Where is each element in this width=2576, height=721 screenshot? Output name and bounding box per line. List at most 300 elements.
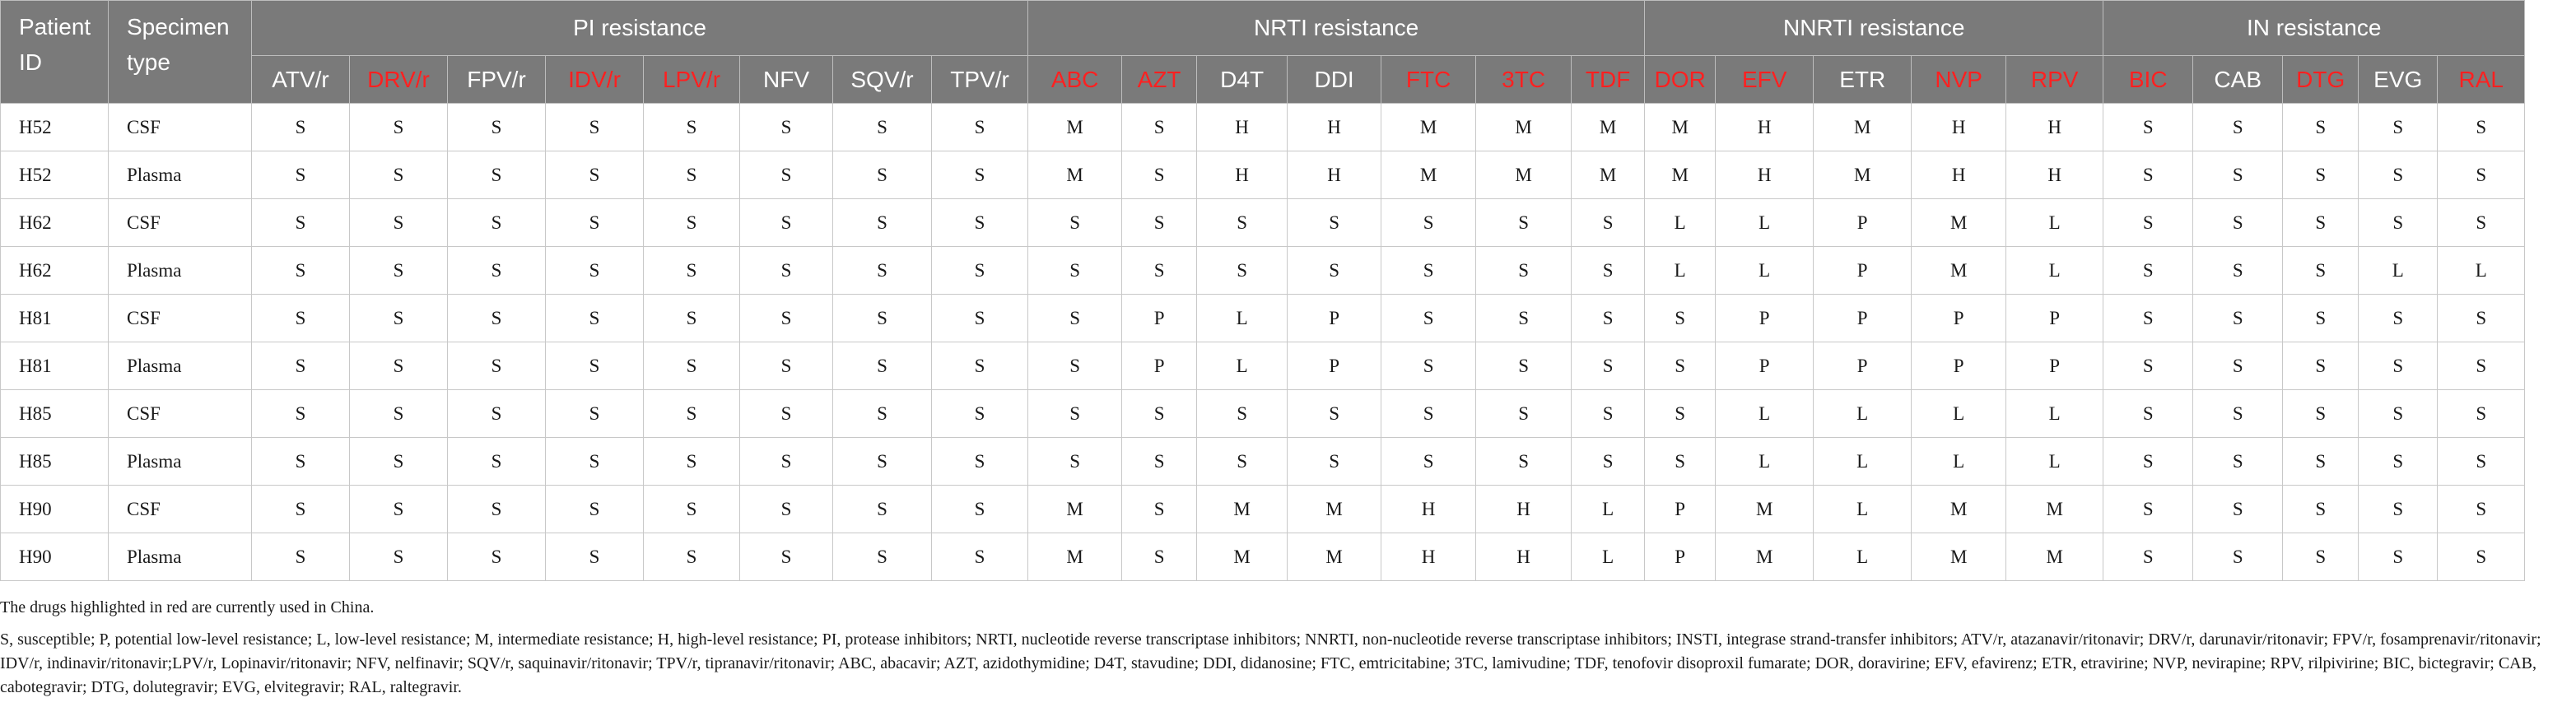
resistance-cell: S xyxy=(740,390,833,438)
resistance-cell: S xyxy=(448,438,546,486)
resistance-cell: H xyxy=(2006,151,2103,199)
resistance-cell: S xyxy=(2103,151,2193,199)
resistance-cell: S xyxy=(1122,533,1197,581)
patient-id-cell: H85 xyxy=(1,390,109,438)
resistance-cell: P xyxy=(1645,486,1716,533)
resistance-cell: S xyxy=(2283,533,2359,581)
resistance-cell: H xyxy=(1197,151,1288,199)
resistance-cell: M xyxy=(1912,247,2006,295)
resistance-cell: S xyxy=(1572,295,1645,342)
resistance-cell: S xyxy=(1288,438,1381,486)
resistance-cell: S xyxy=(1197,247,1288,295)
resistance-cell: S xyxy=(2359,295,2438,342)
resistance-cell: S xyxy=(1197,199,1288,247)
resistance-cell: S xyxy=(1381,295,1476,342)
resistance-cell: S xyxy=(1381,390,1476,438)
resistance-cell: M xyxy=(1572,151,1645,199)
resistance-cell: S xyxy=(1572,390,1645,438)
resistance-cell: S xyxy=(932,533,1028,581)
resistance-cell: M xyxy=(1645,104,1716,151)
resistance-cell: S xyxy=(350,104,448,151)
resistance-cell: S xyxy=(2193,247,2283,295)
resistance-cell: S xyxy=(644,199,740,247)
resistance-cell: S xyxy=(932,104,1028,151)
resistance-cell: P xyxy=(1814,247,1912,295)
resistance-cell: S xyxy=(2438,104,2525,151)
resistance-cell: P xyxy=(1814,342,1912,390)
resistance-cell: M xyxy=(1716,486,1814,533)
resistance-cell: S xyxy=(1645,390,1716,438)
resistance-cell: M xyxy=(1288,533,1381,581)
resistance-cell: S xyxy=(546,438,644,486)
resistance-cell: S xyxy=(252,104,350,151)
drug-header: ABC xyxy=(1028,56,1122,104)
resistance-cell: L xyxy=(1912,390,2006,438)
resistance-cell: S xyxy=(932,342,1028,390)
resistance-cell: S xyxy=(350,295,448,342)
resistance-cell: S xyxy=(833,342,932,390)
resistance-cell: S xyxy=(2359,486,2438,533)
resistance-cell: S xyxy=(1476,438,1572,486)
resistance-cell: S xyxy=(1028,295,1122,342)
resistance-cell: S xyxy=(1381,247,1476,295)
resistance-cell: S xyxy=(1381,342,1476,390)
patient-id-header: Patient ID xyxy=(1,1,109,104)
resistance-cell: L xyxy=(1645,247,1716,295)
resistance-cell: S xyxy=(2283,247,2359,295)
resistance-cell: M xyxy=(1814,104,1912,151)
resistance-cell: H xyxy=(2006,104,2103,151)
resistance-cell: S xyxy=(2103,342,2193,390)
specimen-cell: Plasma xyxy=(109,151,252,199)
resistance-cell: S xyxy=(2438,486,2525,533)
resistance-cell: S xyxy=(1288,247,1381,295)
specimen-cell: CSF xyxy=(109,390,252,438)
resistance-cell: S xyxy=(2359,390,2438,438)
specimen-cell: Plasma xyxy=(109,247,252,295)
resistance-cell: S xyxy=(740,151,833,199)
resistance-cell: S xyxy=(932,438,1028,486)
resistance-cell: L xyxy=(1572,486,1645,533)
drug-header: SQV/r xyxy=(833,56,932,104)
resistance-cell: S xyxy=(448,151,546,199)
resistance-cell: S xyxy=(1122,199,1197,247)
resistance-cell: S xyxy=(252,533,350,581)
resistance-cell: S xyxy=(546,390,644,438)
resistance-cell: H xyxy=(1381,486,1476,533)
patient-id-cell: H81 xyxy=(1,295,109,342)
resistance-cell: S xyxy=(740,486,833,533)
resistance-cell: S xyxy=(1028,390,1122,438)
resistance-cell: S xyxy=(833,247,932,295)
resistance-cell: S xyxy=(740,295,833,342)
resistance-cell: M xyxy=(1028,533,1122,581)
resistance-cell: M xyxy=(1912,533,2006,581)
resistance-cell: S xyxy=(2103,247,2193,295)
resistance-cell: S xyxy=(2283,199,2359,247)
resistance-cell: H xyxy=(1716,151,1814,199)
patient-id-cell: H62 xyxy=(1,247,109,295)
resistance-cell: M xyxy=(1028,104,1122,151)
resistance-cell: M xyxy=(1912,199,2006,247)
table-row xyxy=(1,342,2576,390)
table-row xyxy=(1,104,2576,151)
resistance-cell: S xyxy=(252,151,350,199)
resistance-cell: H xyxy=(1288,104,1381,151)
drug-header: DRV/r xyxy=(350,56,448,104)
resistance-cell: S xyxy=(350,533,448,581)
resistance-cell: S xyxy=(2438,151,2525,199)
drug-header: DOR xyxy=(1645,56,1716,104)
resistance-cell: S xyxy=(1645,438,1716,486)
group-header: NRTI resistance xyxy=(1028,1,1645,56)
resistance-cell: M xyxy=(2006,486,2103,533)
resistance-cell: S xyxy=(448,199,546,247)
drug-header: DDI xyxy=(1288,56,1381,104)
resistance-cell: H xyxy=(1716,104,1814,151)
table-row xyxy=(1,390,2576,438)
resistance-cell: L xyxy=(2006,199,2103,247)
resistance-cell: S xyxy=(2283,390,2359,438)
group-header: PI resistance xyxy=(252,1,1028,56)
drug-header: CAB xyxy=(2193,56,2283,104)
resistance-cell: S xyxy=(740,199,833,247)
resistance-cell: S xyxy=(1572,199,1645,247)
resistance-cell: S xyxy=(448,486,546,533)
resistance-cell: S xyxy=(546,104,644,151)
resistance-cell: L xyxy=(1716,247,1814,295)
patient-id-cell: H90 xyxy=(1,533,109,581)
resistance-cell: H xyxy=(1912,104,2006,151)
resistance-cell: S xyxy=(2359,199,2438,247)
resistance-cell: M xyxy=(1028,486,1122,533)
resistance-cell: S xyxy=(2283,104,2359,151)
resistance-cell: S xyxy=(1476,199,1572,247)
drug-header: RPV xyxy=(2006,56,2103,104)
resistance-cell: P xyxy=(2006,295,2103,342)
resistance-cell: S xyxy=(833,486,932,533)
resistance-cell: S xyxy=(833,104,932,151)
resistance-cell: S xyxy=(2193,151,2283,199)
patient-id-cell: H85 xyxy=(1,438,109,486)
resistance-cell: L xyxy=(1572,533,1645,581)
resistance-cell: S xyxy=(1645,342,1716,390)
resistance-cell: S xyxy=(252,247,350,295)
resistance-cell: S xyxy=(2359,104,2438,151)
patient-id-cell: H52 xyxy=(1,104,109,151)
table-row xyxy=(1,486,2576,533)
resistance-cell: L xyxy=(1814,438,1912,486)
resistance-cell: S xyxy=(2438,199,2525,247)
resistance-cell: S xyxy=(2103,104,2193,151)
resistance-cell: S xyxy=(1122,390,1197,438)
drug-header: RAL xyxy=(2438,56,2525,104)
resistance-cell: S xyxy=(252,486,350,533)
resistance-cell: S xyxy=(2283,295,2359,342)
drug-header: IDV/r xyxy=(546,56,644,104)
resistance-cell: M xyxy=(1645,151,1716,199)
resistance-cell: S xyxy=(2438,390,2525,438)
resistance-cell: S xyxy=(1028,247,1122,295)
resistance-cell: S xyxy=(833,295,932,342)
resistance-cell: S xyxy=(740,104,833,151)
resistance-cell: S xyxy=(2193,104,2283,151)
resistance-cell: L xyxy=(1716,199,1814,247)
resistance-cell: S xyxy=(1476,390,1572,438)
resistance-cell: S xyxy=(2103,199,2193,247)
resistance-cell: S xyxy=(644,104,740,151)
resistance-cell: P xyxy=(1814,199,1912,247)
resistance-cell: S xyxy=(2283,342,2359,390)
resistance-cell: S xyxy=(2359,151,2438,199)
resistance-cell: L xyxy=(1716,390,1814,438)
resistance-cell: S xyxy=(1572,342,1645,390)
drug-header: DTG xyxy=(2283,56,2359,104)
drug-header: TDF xyxy=(1572,56,1645,104)
resistance-cell: S xyxy=(2283,151,2359,199)
resistance-cell: L xyxy=(1645,199,1716,247)
specimen-cell: Plasma xyxy=(109,533,252,581)
resistance-cell: S xyxy=(2438,342,2525,390)
resistance-cell: S xyxy=(1197,390,1288,438)
resistance-cell: S xyxy=(252,295,350,342)
resistance-cell: S xyxy=(644,151,740,199)
resistance-cell: S xyxy=(2103,295,2193,342)
resistance-cell: S xyxy=(2193,199,2283,247)
resistance-cell: S xyxy=(2359,438,2438,486)
table-footnotes xyxy=(0,596,2560,700)
resistance-cell: S xyxy=(932,390,1028,438)
resistance-cell: S xyxy=(1197,438,1288,486)
specimen-cell: CSF xyxy=(109,104,252,151)
resistance-cell: L xyxy=(1197,295,1288,342)
resistance-cell: S xyxy=(252,342,350,390)
resistance-cell: L xyxy=(2438,247,2525,295)
table-row xyxy=(1,199,2576,247)
resistance-cell: S xyxy=(2103,390,2193,438)
resistance-cell: S xyxy=(2103,438,2193,486)
table-row xyxy=(1,438,2576,486)
resistance-cell: H xyxy=(1912,151,2006,199)
resistance-cell: S xyxy=(2438,295,2525,342)
resistance-cell: S xyxy=(2103,533,2193,581)
resistance-cell: S xyxy=(1028,438,1122,486)
resistance-cell: S xyxy=(833,199,932,247)
resistance-cell: S xyxy=(2438,438,2525,486)
resistance-cell: M xyxy=(1572,104,1645,151)
drug-header: NVP xyxy=(1912,56,2006,104)
resistance-cell: P xyxy=(1716,342,1814,390)
resistance-cell: S xyxy=(644,295,740,342)
resistance-cell: P xyxy=(1716,295,1814,342)
resistance-cell: P xyxy=(1122,342,1197,390)
resistance-cell: S xyxy=(644,390,740,438)
resistance-cell: S xyxy=(644,486,740,533)
resistance-cell: S xyxy=(350,486,448,533)
resistance-cell: L xyxy=(2359,247,2438,295)
drug-header: EFV xyxy=(1716,56,1814,104)
resistance-cell: S xyxy=(644,533,740,581)
drug-header: AZT xyxy=(1122,56,1197,104)
resistance-cell: M xyxy=(1476,104,1572,151)
resistance-cell: S xyxy=(546,247,644,295)
resistance-cell: S xyxy=(2193,390,2283,438)
resistance-cell: S xyxy=(1288,199,1381,247)
patient-id-cell: H90 xyxy=(1,486,109,533)
resistance-cell: S xyxy=(1122,486,1197,533)
resistance-cell: S xyxy=(350,342,448,390)
specimen-cell: Plasma xyxy=(109,438,252,486)
resistance-cell: S xyxy=(448,295,546,342)
highlight-note: The drugs highlighted in red are currently used in China. xyxy=(0,598,375,616)
resistance-cell: S xyxy=(2193,438,2283,486)
resistance-cell: M xyxy=(2006,533,2103,581)
group-header: IN resistance xyxy=(2103,1,2525,56)
resistance-cell: S xyxy=(350,199,448,247)
resistance-cell: S xyxy=(1476,295,1572,342)
resistance-cell: S xyxy=(448,533,546,581)
resistance-cell: S xyxy=(740,533,833,581)
resistance-cell: S xyxy=(2283,438,2359,486)
resistance-cell: S xyxy=(546,486,644,533)
resistance-cell: L xyxy=(2006,390,2103,438)
resistance-cell: S xyxy=(740,247,833,295)
resistance-cell: S xyxy=(740,438,833,486)
resistance-cell: S xyxy=(2193,533,2283,581)
resistance-cell: P xyxy=(1288,295,1381,342)
resistance-cell: S xyxy=(932,486,1028,533)
resistance-cell: H xyxy=(1476,533,1572,581)
resistance-cell: S xyxy=(1122,104,1197,151)
specimen-type-header: Specimen type xyxy=(109,1,252,104)
resistance-cell: S xyxy=(644,247,740,295)
resistance-cell: L xyxy=(1814,486,1912,533)
resistance-cell: S xyxy=(2283,486,2359,533)
specimen-cell: Plasma xyxy=(109,342,252,390)
resistance-cell: S xyxy=(448,390,546,438)
resistance-cell: S xyxy=(1381,199,1476,247)
resistance-cell: S xyxy=(350,247,448,295)
resistance-cell: S xyxy=(2193,295,2283,342)
resistance-cell: S xyxy=(546,342,644,390)
resistance-cell: S xyxy=(932,151,1028,199)
resistance-cell: S xyxy=(932,295,1028,342)
resistance-cell: S xyxy=(1028,342,1122,390)
resistance-cell: S xyxy=(546,533,644,581)
specimen-cell: CSF xyxy=(109,199,252,247)
drug-header: BIC xyxy=(2103,56,2193,104)
resistance-cell: S xyxy=(2193,342,2283,390)
drug-header: EVG xyxy=(2359,56,2438,104)
resistance-cell: M xyxy=(1288,486,1381,533)
drug-header: 3TC xyxy=(1476,56,1572,104)
resistance-cell: H xyxy=(1288,151,1381,199)
resistance-cell: M xyxy=(1028,151,1122,199)
resistance-cell: S xyxy=(644,438,740,486)
patient-id-cell: H81 xyxy=(1,342,109,390)
resistance-cell: S xyxy=(1122,247,1197,295)
resistance-cell: S xyxy=(252,438,350,486)
resistance-cell: P xyxy=(2006,342,2103,390)
resistance-cell: P xyxy=(1912,342,2006,390)
resistance-cell: S xyxy=(833,438,932,486)
resistance-cell: M xyxy=(1197,486,1288,533)
resistance-cell: S xyxy=(1645,295,1716,342)
resistance-cell: S xyxy=(546,151,644,199)
resistance-cell: S xyxy=(2359,342,2438,390)
resistance-cell: S xyxy=(1288,390,1381,438)
patient-id-cell: H62 xyxy=(1,199,109,247)
resistance-cell: L xyxy=(1814,533,1912,581)
resistance-cell: L xyxy=(1814,390,1912,438)
resistance-cell: S xyxy=(1476,247,1572,295)
resistance-cell: S xyxy=(833,533,932,581)
resistance-cell: S xyxy=(1381,438,1476,486)
resistance-cell: H xyxy=(1381,533,1476,581)
resistance-cell: S xyxy=(833,390,932,438)
group-header: NNRTI resistance xyxy=(1645,1,2103,56)
resistance-cell: S xyxy=(448,247,546,295)
resistance-cell: M xyxy=(1912,486,2006,533)
resistance-cell: S xyxy=(2103,486,2193,533)
resistance-cell: M xyxy=(1814,151,1912,199)
resistance-cell: S xyxy=(2438,533,2525,581)
resistance-cell: S xyxy=(252,390,350,438)
resistance-cell: M xyxy=(1716,533,1814,581)
table-row xyxy=(1,151,2576,199)
resistance-cell: S xyxy=(1572,247,1645,295)
resistance-cell: M xyxy=(1381,151,1476,199)
resistance-cell: S xyxy=(1028,199,1122,247)
drug-header: D4T xyxy=(1197,56,1288,104)
table-row xyxy=(1,295,2576,342)
resistance-cell: S xyxy=(252,199,350,247)
resistance-cell: M xyxy=(1381,104,1476,151)
resistance-cell: S xyxy=(1476,342,1572,390)
resistance-cell: S xyxy=(1122,438,1197,486)
resistance-cell: S xyxy=(350,390,448,438)
table-row xyxy=(1,533,2576,581)
resistance-cell: M xyxy=(1476,151,1572,199)
resistance-cell: S xyxy=(546,199,644,247)
resistance-cell: P xyxy=(1912,295,2006,342)
resistance-cell: H xyxy=(1197,104,1288,151)
resistance-cell: S xyxy=(833,151,932,199)
resistance-cell: P xyxy=(1814,295,1912,342)
resistance-cell: S xyxy=(1572,438,1645,486)
resistance-cell: S xyxy=(644,342,740,390)
resistance-cell: S xyxy=(448,342,546,390)
drug-header: FPV/r xyxy=(448,56,546,104)
patient-id-cell: H52 xyxy=(1,151,109,199)
resistance-cell: S xyxy=(2359,533,2438,581)
resistance-cell: S xyxy=(932,199,1028,247)
drug-header: TPV/r xyxy=(932,56,1028,104)
resistance-cell: S xyxy=(1122,151,1197,199)
resistance-cell: H xyxy=(1476,486,1572,533)
resistance-cell: S xyxy=(2193,486,2283,533)
resistance-cell: L xyxy=(1716,438,1814,486)
resistance-cell: P xyxy=(1122,295,1197,342)
resistance-cell: S xyxy=(932,247,1028,295)
resistance-cell: L xyxy=(1197,342,1288,390)
resistance-cell: S xyxy=(350,151,448,199)
resistance-cell: S xyxy=(448,104,546,151)
resistance-cell: P xyxy=(1288,342,1381,390)
resistance-cell: S xyxy=(350,438,448,486)
resistance-cell: L xyxy=(2006,438,2103,486)
resistance-cell: P xyxy=(1645,533,1716,581)
